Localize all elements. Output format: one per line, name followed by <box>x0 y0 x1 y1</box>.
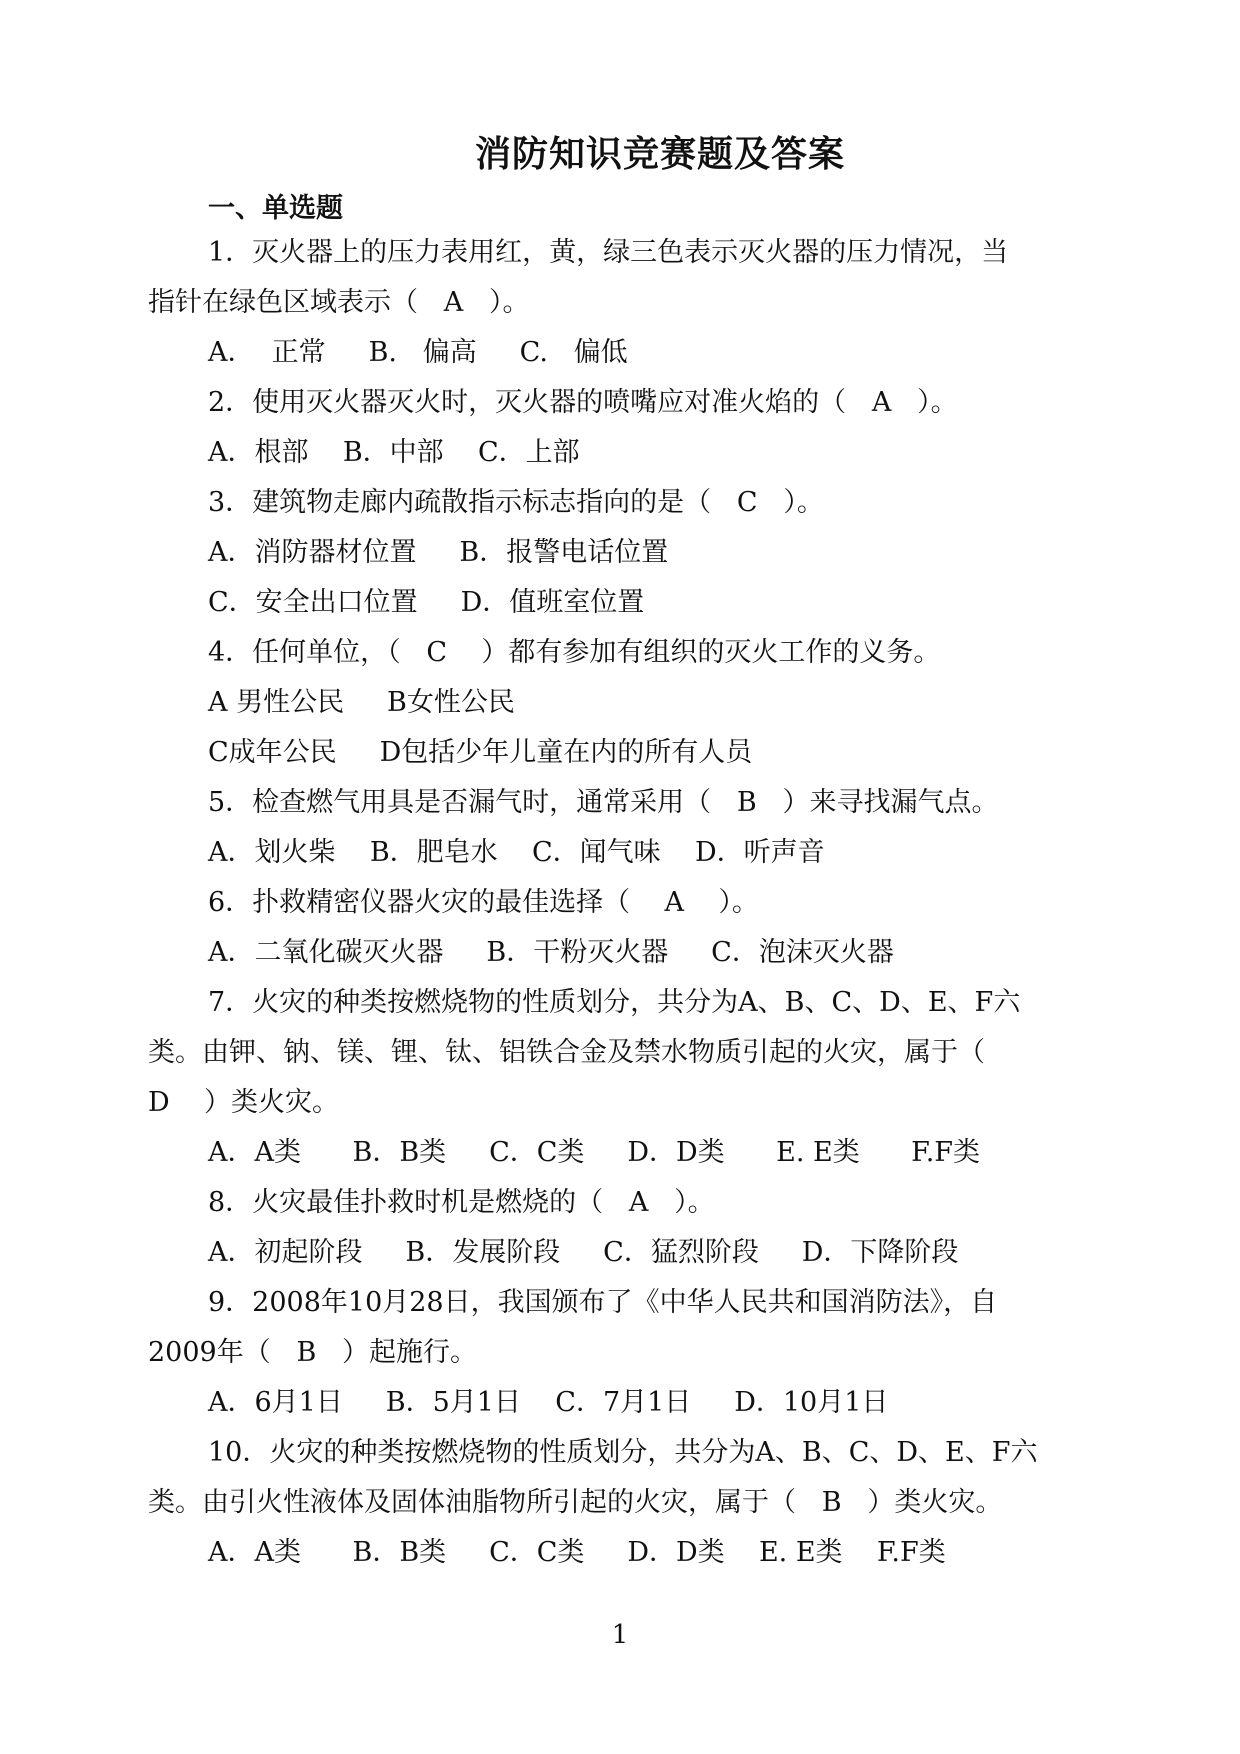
question-8: 8．火灾最佳扑救时机是燃烧的（ A ）。 <box>208 1187 715 1218</box>
question-10-options: A．A类 B．B类 C．C类 D．D类 E. E类 F.F类 <box>208 1537 946 1568</box>
question-2: 2．使用灭火器灭火时，灭火器的喷嘴应对准火焰的（ A ）。 <box>208 387 958 418</box>
question-7-line-1: 7．火灾的种类按燃烧物的性质划分，共分为A、B、C、D、E、F六 <box>208 987 1021 1018</box>
question-4-options-2: C成年公民 D包括少年儿童在内的所有人员 <box>208 737 753 768</box>
question-6-options: A．二氧化碳灭火器 B．干粉灭火器 C．泡沫灭火器 <box>208 937 894 968</box>
question-9-line-1: 9．2008年10月28日，我国颁布了《中华人民共和国消防法》，自 <box>208 1287 998 1318</box>
question-1-line-2: 指针在绿色区域表示（ A ）。 <box>148 287 530 318</box>
question-3-options-1: A．消防器材位置 B．报警电话位置 <box>208 537 669 568</box>
question-9-options: A．6月1日 B．5月1日 C．7月1日 D．10月1日 <box>208 1387 889 1418</box>
question-1-line-1: 1．灭火器上的压力表用红，黄，绿三色表示灭火器的压力情况，当 <box>208 237 1009 268</box>
question-9-line-2: 2009年（ B ）起施行。 <box>148 1337 478 1368</box>
question-8-options: A．初起阶段 B．发展阶段 C．猛烈阶段 D．下降阶段 <box>208 1237 959 1268</box>
question-10-line-1: 10．火灾的种类按燃烧物的性质划分，共分为A、B、C、D、E、F六 <box>208 1437 1038 1468</box>
question-3-options-2: C．安全出口位置 D．值班室位置 <box>208 587 645 618</box>
question-5-options: A．划火柴 B．肥皂水 C．闻气味 D．听声音 <box>208 837 825 868</box>
question-6: 6．扑救精密仪器火灾的最佳选择（ A ）。 <box>208 887 759 918</box>
section-heading: 一、单选题 <box>208 193 343 224</box>
question-2-options: A．根部 B．中部 C．上部 <box>208 437 580 468</box>
question-5: 5．检查燃气用具是否漏气时，通常采用（ B ）来寻找漏气点。 <box>208 787 999 818</box>
question-4-options-1: A 男性公民 B女性公民 <box>208 687 515 718</box>
question-4: 4．任何单位，（ C ）都有参加有组织的灭火工作的义务。 <box>208 637 941 668</box>
question-7-line-2: 类。由钾、钠、镁、锂、钛、铝铁合金及禁水物质引起的火灾，属于（ <box>148 1037 985 1068</box>
question-3: 3．建筑物走廊内疏散指示标志指向的是（ C ）。 <box>208 487 824 518</box>
page-number: 1 <box>611 1620 629 1650</box>
question-7-line-3: D ）类火灾。 <box>148 1087 339 1118</box>
page-title: 消防知识竞赛题及答案 <box>474 133 845 175</box>
question-10-line-2: 类。由引火性液体及固体油脂物所引起的火灾，属于（ B ）类火灾。 <box>148 1487 1003 1518</box>
question-1-options: A． 正常 B. 偏高 C. 偏低 <box>208 337 628 368</box>
question-7-options: A．A类 B．B类 C．C类 D．D类 E. E类 F.F类 <box>208 1137 981 1168</box>
